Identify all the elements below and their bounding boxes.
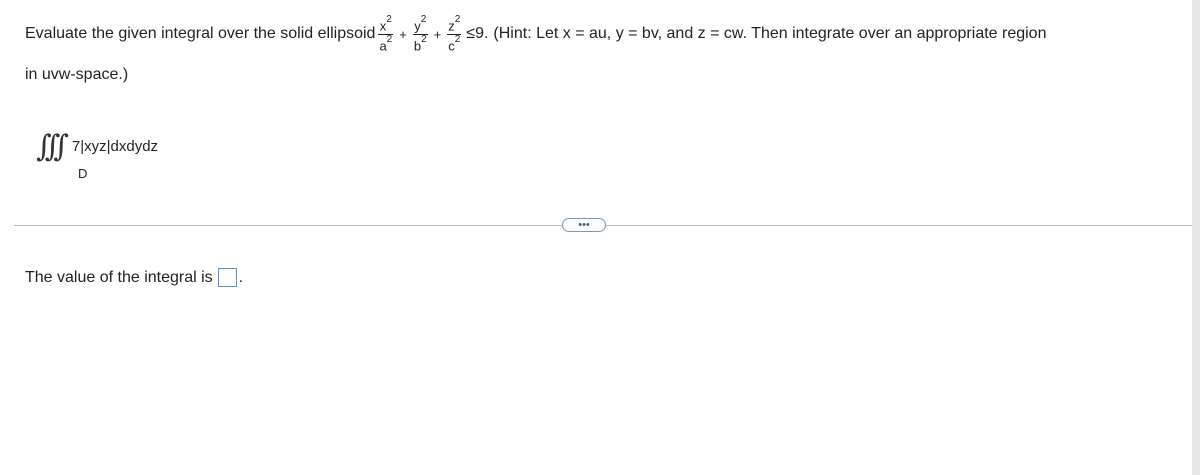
hint-continuation: in uvw-space.) [25,66,129,83]
plus-sign: + [399,26,407,42]
question-text-line1 [25,14,1047,53]
fraction-z-over-c: $\frac{z^2}{c^2}$ [448,14,461,53]
inequality: ≤9. [466,25,489,42]
fraction-x-over-a: $\frac{x^2}{a^2}$ [379,14,393,53]
triple-integral [36,129,159,181]
region-label: D [78,166,88,181]
answer-input[interactable] [218,268,237,287]
fraction-y-over-b: $\frac{y^2}{b^2}$ [413,14,427,53]
hint-text: (Hint: Let x = au, y = bv, and z = cw. Then integrate over an appropriate region [493,25,1047,42]
question-intro: Evaluate the given integral over the solid ellipsoid [25,25,376,42]
answer-label: The value of the integral is [25,268,213,286]
answer-period: . [238,268,244,286]
answer-line [25,268,243,287]
scrollbar-track[interactable] [1192,0,1200,475]
integral-signs: ∫∫∫ [36,129,62,164]
integrand: 7|xyz|dxdydz [71,138,159,155]
plus-sign: + [433,26,442,42]
more-options-button[interactable]: ••• [562,218,606,232]
